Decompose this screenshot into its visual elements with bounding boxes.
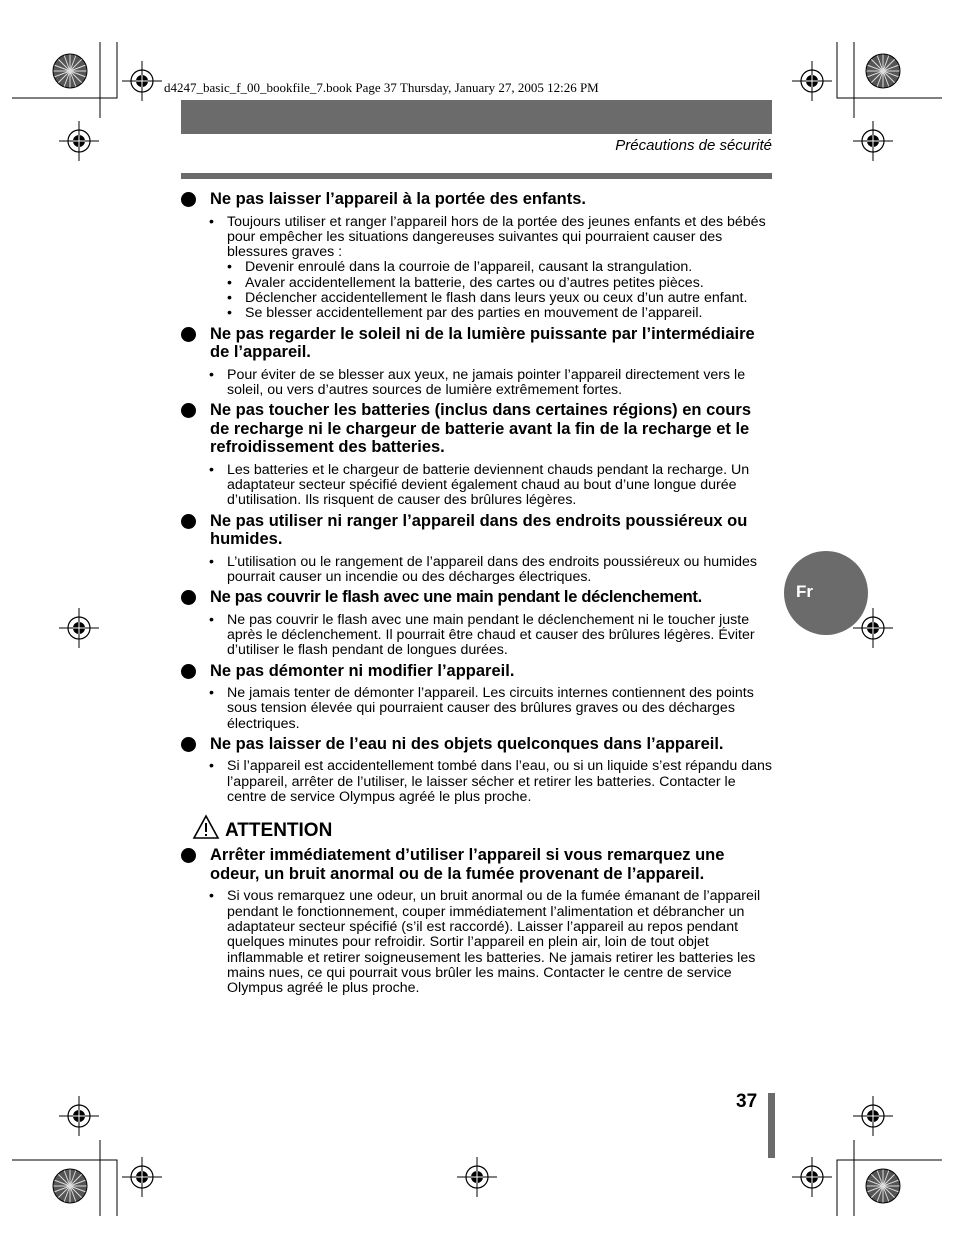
precaution-section — [181, 190, 773, 322]
paragraph: • Si l’appareil est accidentellement tombé dans l’eau, ou si un liquide s’est répandu dans l’appareil, arrêter de l’utiliser, le laisser sécher et retirer les batteries. Contacter le centre de service Olympus agréé le plus proche. — [209, 758, 772, 806]
section-heading: Ne pas couvrir le flash avec une main pendant le déclenchement. — [181, 588, 773, 607]
main-content — [181, 190, 773, 999]
sub-item: • Avaler accidentellement la batterie, des cartes ou d’autres petites pièces. — [227, 274, 704, 291]
bullet-dot-icon — [181, 192, 196, 207]
paragraph: • Toujours utiliser et ranger l’appareil hors de la portée des jeunes enfants et des bébés pour empêcher les situations dangereuses suivantes qui pourraient causer des blessures graves : • Devenir enroulé dans la courroie de l’appareil, causant la strangulation. • Avaler accidentellement la batterie, des cartes ou d’autres petites pièces. • Déclencher accidentellement le flash dans leurs yeux ou ceux d’un autre enfant. • Se blesser accidentellement par des parties en mouvement de l’appareil. — [181, 215, 773, 322]
paragraph: • Ne pas couvrir le flash avec une main pendant le déclenchement ni le toucher juste après le déclenchement. Il pourrait être chaud et causer des brûlures légères. Éviter d’utiliser le flash pendant de longues durées. — [209, 611, 755, 659]
bullet-dot-icon — [181, 590, 196, 605]
page-number: 37 — [736, 1091, 758, 1112]
precaution-section — [181, 401, 773, 508]
section-title: Précautions de sécurité — [615, 137, 772, 154]
warning-triangle-icon — [192, 814, 220, 840]
sub-list — [227, 260, 773, 321]
section-heading: Arrêter immédiatement d’utiliser l’appareil si vous remarquez une odeur, un bruit anormal ou de la fumée provenant de l’appareil. — [181, 846, 773, 883]
attention-section — [181, 846, 773, 996]
page-edge-bar — [768, 1093, 775, 1158]
section-heading: Ne pas regarder le soleil ni de la lumière puissante par l’intermédiaire de l’appareil. — [181, 325, 773, 362]
precaution-section — [181, 735, 773, 805]
bullet-dot-icon — [181, 848, 196, 863]
bullet-dot-icon — [181, 327, 196, 342]
paragraph: • Ne jamais tenter de démonter l’appareil. Les circuits internes contiennent des points sous tension élevée qui pourraient causer des brûlures graves ou des décharges électriques. — [209, 685, 754, 732]
paragraph: • L’utilisation ou le rangement de l’appareil dans des endroits poussiéreux ou humides pourrait causer un incendie ou des décharges électriques. — [209, 553, 758, 585]
paragraph: • Pour éviter de se blesser aux yeux, ne jamais pointer l’appareil directement vers le soleil, ou vers d’autres sources de lumière extrêmement fortes. — [209, 366, 746, 398]
bullet-dot-icon — [181, 403, 196, 418]
attention-label: ATTENTION — [225, 820, 333, 842]
precaution-section — [181, 512, 773, 586]
bullet-dot-icon — [181, 664, 196, 679]
bullet-dot-icon — [181, 514, 196, 529]
section-heading: Ne pas démonter ni modifier l’appareil. — [181, 662, 773, 681]
precaution-section — [181, 588, 773, 658]
sub-item: • Déclencher accidentellement le flash dans leurs yeux ou ceux d’un autre enfant. — [227, 289, 748, 306]
section-heading: Ne pas toucher les batteries (inclus dans certaines régions) en cours de recharge ni le chargeur de batterie avant la fin de la recharge et le refroidissement des batteries. — [181, 401, 773, 457]
bullet-dot-icon — [181, 737, 196, 752]
section-heading: Ne pas laisser l’appareil à la portée des enfants. — [181, 190, 773, 209]
precaution-section — [181, 662, 773, 732]
section-heading: Ne pas laisser de l’eau ni des objets quelconques dans l’appareil. — [181, 735, 773, 754]
language-tab — [784, 551, 868, 635]
header-bar — [181, 100, 772, 134]
paragraph: • Les batteries et le chargeur de batterie deviennent chauds pendant la recharge. Un adaptateur secteur spécifié devient également chaud au bout d’une longue durée d’utilisation. Ils risquent de causer des brûlures légères. — [209, 461, 750, 509]
precaution-section — [181, 325, 773, 399]
language-tab-label: Fr — [796, 582, 813, 601]
header-rule — [181, 173, 772, 179]
book-info: d4247_basic_f_00_bookfile_7.book Page 37 Thursday, January 27, 2005 12:26 PM — [164, 80, 599, 95]
attention-header — [181, 818, 773, 842]
paragraph: • Si vous remarquez une odeur, un bruit anormal ou de la fumée émanant de l’appareil pendant le fonctionnement, couper immédiatement l’alimentation et débrancher un adaptateur secteur spécifié (s’il est raccordé). Laisser l’appareil au repos pendant quelques minutes pour refroidir. Sortir l’appareil en plein air, loin de tout objet inflammable et retirer soigneusement les batteries. Ne jamais retirer les batteries les mains nues, ce qui pourrait vous brûler les mains. Contacter le centre de service Olympus agréé le plus proche. — [209, 888, 761, 997]
section-heading: Ne pas utiliser ni ranger l’appareil dans des endroits poussiéreux ou humides. — [181, 512, 773, 549]
sub-item: • Se blesser accidentellement par des parties en mouvement de l’appareil. — [227, 305, 703, 322]
sub-item: • Devenir enroulé dans la courroie de l’appareil, causant la strangulation. — [227, 259, 693, 276]
